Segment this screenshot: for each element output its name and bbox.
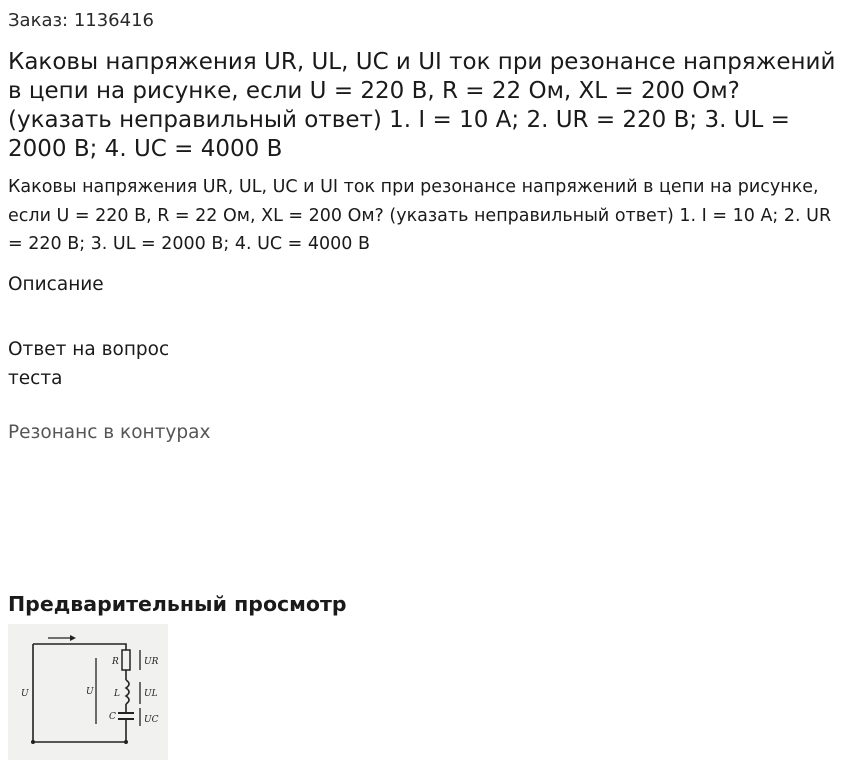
- answer-text: [8, 335, 208, 393]
- preview-heading: Предварительный просмотр: [8, 592, 347, 616]
- uc-label: UC: [144, 715, 159, 725]
- resistor-symbol: [122, 650, 130, 670]
- node-dot: [31, 740, 35, 744]
- source-voltage-label: U: [21, 689, 29, 699]
- capacitor-label: C: [109, 712, 116, 722]
- circuit-diagram: [8, 624, 168, 760]
- page-title: Каковы напряжения UR, UL, UC и UI ток при резонансе напряжений в цепи на рисунке, если U = 220 В, R = 22 Ом, XL = 200 Ом? (указать неправильный ответ) 1. I = 10 А; 2. UR = 220 В; 3. UL = 2000 В; 4. UC = 4000 В: [8, 49, 836, 162]
- answer-line: Ответ на вопрос: [8, 339, 170, 360]
- ul-label: UL: [144, 689, 158, 699]
- category-link[interactable]: Резонанс в контурах: [8, 422, 211, 443]
- circuit-preview-image[interactable]: [8, 624, 168, 760]
- inductor-label: L: [114, 689, 120, 699]
- order-number: Заказ: 1136416: [8, 10, 154, 31]
- ur-label: UR: [144, 657, 159, 667]
- description-label: Описание: [8, 274, 104, 295]
- inner-voltage-label: U: [86, 687, 94, 697]
- resistor-label: R: [112, 657, 119, 667]
- answer-line: теста: [8, 368, 63, 389]
- question-text: Каковы напряжения UR, UL, UC и UI ток при резонансе напряжений в цепи на рисунке, если U = 220 В, R = 22 Ом, XL = 200 Ом? (указать неправильный ответ) 1. I = 10 А; 2. UR = 220 В; 3. UL = 2000 В; 4. UC = 4000 В: [8, 177, 832, 254]
- node-dot: [124, 740, 128, 744]
